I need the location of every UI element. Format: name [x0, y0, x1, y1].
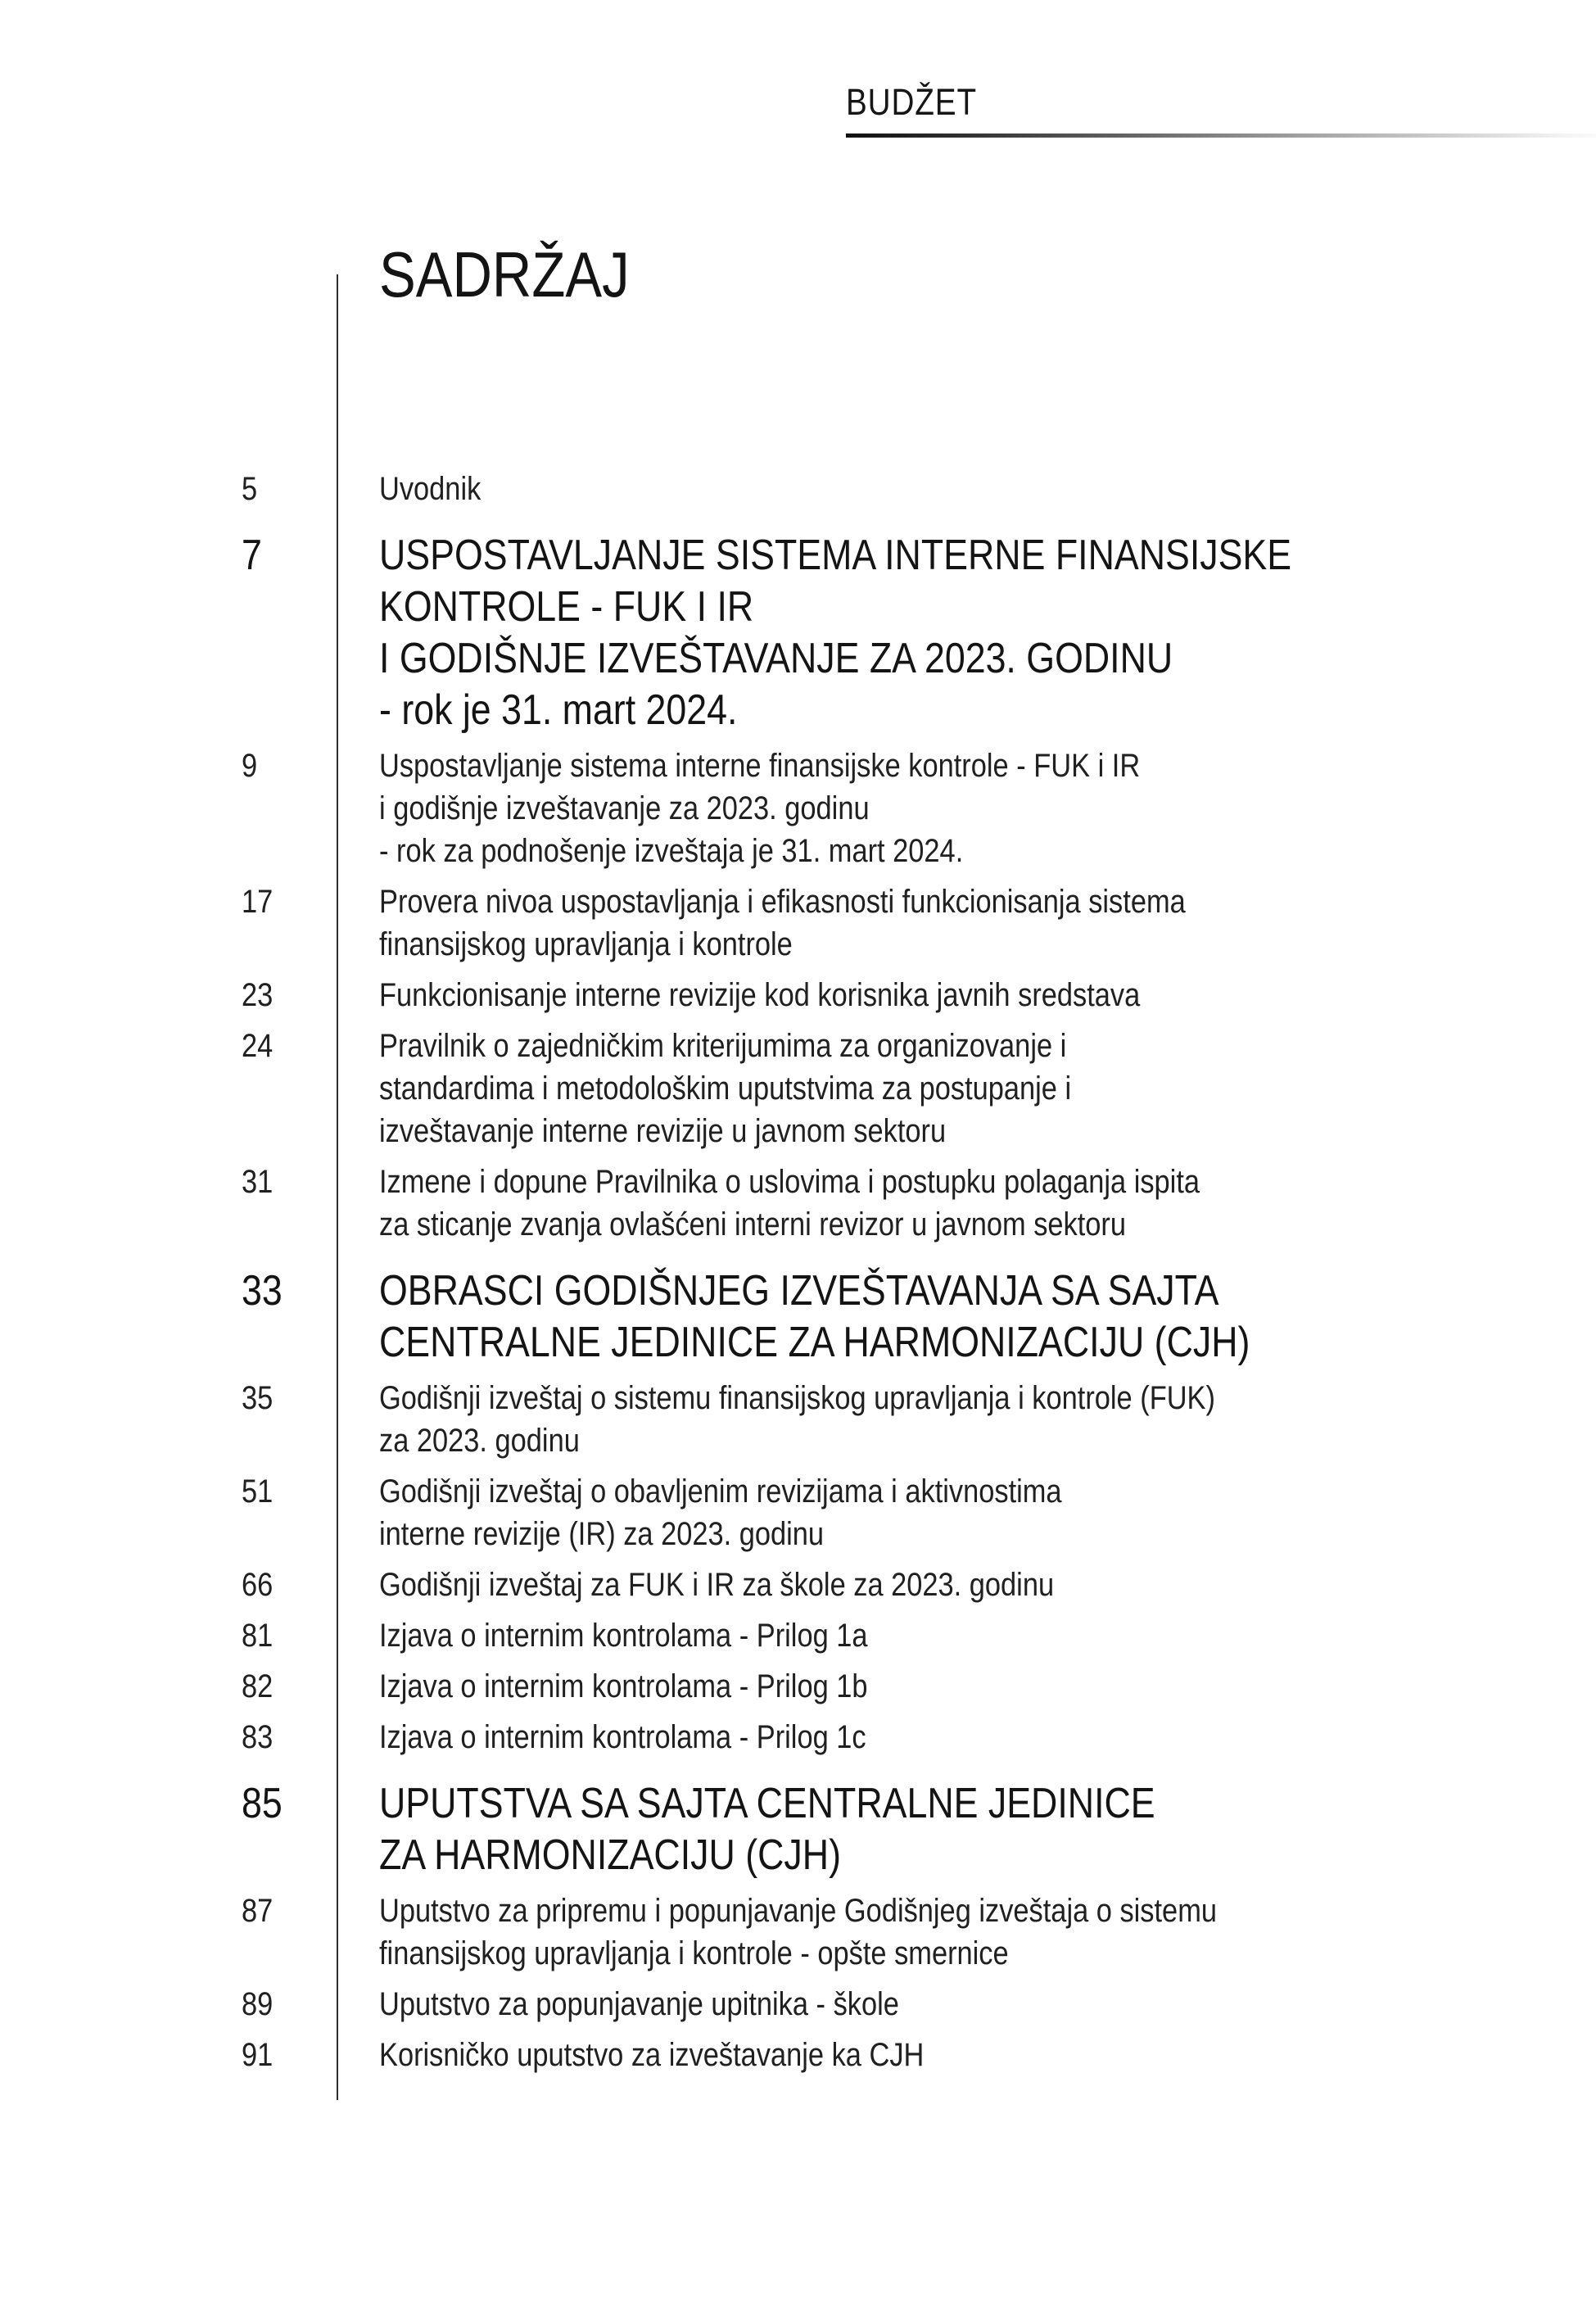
toc-entry-line: Funkcionisanje interne revizije kod korisnika javnih sredstava: [379, 977, 1141, 1013]
toc-entry: [0, 1377, 1596, 1462]
toc-entry-line: za 2023. godinu: [379, 1423, 580, 1459]
toc-entry-title: [379, 1470, 1596, 1555]
toc-entry-title: [379, 1665, 1596, 1708]
toc-entry: [0, 1665, 1596, 1708]
toc-entry-line: Izjava o internim kontrolama - Prilog 1b: [379, 1668, 868, 1704]
toc-entry-line: Godišnji izveštaj o obavljenim revizijama i aktivnostima: [379, 1473, 1062, 1510]
toc-entry-line: finansijskog upravljanja i kontrole - opšte smernice: [379, 1935, 1009, 1971]
toc-entry-line: interne revizije (IR) za 2023. godinu: [379, 1516, 825, 1552]
toc-entry-title: [379, 1564, 1596, 1606]
toc-entry-line: OBRASCI GODIŠNJEG IZVEŠTAVANJA SA SAJTA: [379, 1267, 1219, 1315]
toc-section-entry: [0, 1778, 1596, 1881]
toc-entry-line: Korisničko uputstvo za izveštavanje ka CJH: [379, 2037, 925, 2073]
toc-page-number: 85: [242, 1780, 283, 1827]
toc-entry-line: izveštavanje interne revizije u javnom sektoru: [379, 1113, 947, 1149]
toc-entry-title: [379, 1377, 1596, 1462]
toc-entry-title: [379, 2034, 1596, 2076]
toc-entry: [0, 468, 1596, 510]
toc-entry-title: [379, 1983, 1596, 2026]
toc-section-entry: [0, 530, 1596, 736]
toc-entry-line: USPOSTAVLJANJE SISTEMA INTERNE FINANSIJSKE: [379, 532, 1292, 579]
toc-entry-line: finansijskog upravljanja i kontrole: [379, 926, 793, 962]
toc-entry-line: Uputstvo za pripremu i popunjavanje Godišnjeg izveštaja o sistemu: [379, 1893, 1217, 1929]
toc-entry: [0, 1564, 1596, 1606]
toc-entry: [0, 745, 1596, 872]
toc-entry-line: Izmene i dopune Pravilnika o uslovima i postupku polaganja ispita: [379, 1164, 1200, 1200]
toc-entry-title: [379, 1778, 1596, 1881]
toc-page-number: 91: [242, 2037, 274, 2073]
toc-entry-title: [379, 1614, 1596, 1657]
toc-entry: [0, 1983, 1596, 2026]
toc-entry-line: CENTRALNE JEDINICE ZA HARMONIZACIJU (CJH): [379, 1319, 1250, 1366]
toc-entry-line: Pravilnik o zajedničkim kriterijumima za organizovanje i: [379, 1028, 1067, 1064]
toc-entry-line: Uspostavljanje sistema interne finansijske kontrole - FUK i IR: [379, 748, 1141, 784]
toc-page-number: 23: [242, 977, 274, 1013]
toc-entry-line: Uvodnik: [379, 471, 482, 507]
toc-entry-line: standardima i metodološkim uputstvima za postupanje i: [379, 1070, 1072, 1107]
toc-entry: [0, 1890, 1596, 1975]
toc-entry-line: - rok je 31. mart 2024.: [379, 686, 738, 734]
toc-page-number: 33: [242, 1267, 283, 1315]
toc-entry-title: [379, 745, 1596, 872]
publication-title-text: BUDŽET: [846, 81, 977, 123]
toc-entry-line: Izjava o internim kontrolama - Prilog 1a: [379, 1618, 868, 1654]
toc-page-number: 66: [242, 1567, 274, 1603]
toc-page-number: 82: [242, 1668, 274, 1704]
toc-entry-title: [379, 1265, 1596, 1369]
toc-page-number: 9: [242, 748, 258, 784]
toc-entry-title: [379, 880, 1596, 966]
toc-entry-line: Izjava o internim kontrolama - Prilog 1c: [379, 1719, 866, 1755]
table-of-contents: [0, 468, 1596, 2084]
toc-page-number: 87: [242, 1893, 274, 1929]
header-gradient-rule: [846, 134, 1596, 138]
toc-section-entry: [0, 1265, 1596, 1369]
toc-page-number: 51: [242, 1473, 274, 1510]
toc-entry-title: [379, 530, 1596, 736]
toc-entry-title: [379, 1025, 1596, 1152]
toc-page-number: 5: [242, 471, 258, 507]
publication-title: [846, 81, 998, 123]
toc-entry-line: KONTROLE - FUK I IR: [379, 583, 754, 631]
toc-page-number: 35: [242, 1380, 274, 1416]
toc-entry-line: UPUTSTVA SA SAJTA CENTRALNE JEDINICE: [379, 1780, 1155, 1827]
toc-entry-line: - rok za podnošenje izveštaja je 31. mart 2024.: [379, 833, 964, 869]
toc-entry: [0, 1161, 1596, 1246]
toc-page-number: 31: [242, 1164, 274, 1200]
toc-entry-line: ZA HARMONIZACIJU (CJH): [379, 1831, 841, 1879]
toc-page-number: 7: [242, 532, 262, 579]
toc-entry: [0, 2034, 1596, 2076]
page-title-text: SADRŽAJ: [379, 238, 630, 310]
toc-page-number: 89: [242, 1986, 274, 2022]
toc-entry-line: Provera nivoa uspostavljanja i efikasnosti funkcionisanja sistema: [379, 884, 1186, 920]
toc-entry-line: Uputstvo za popunjavanje upitnika - škole: [379, 1986, 899, 2022]
toc-entry-line: Godišnji izveštaj za FUK i IR za škole za 2023. godinu: [379, 1567, 1055, 1603]
toc-entry: [0, 1470, 1596, 1555]
toc-entry-title: [379, 1716, 1596, 1758]
toc-entry-title: [379, 1161, 1596, 1246]
toc-entry-line: i godišnje izveštavanje za 2023. godinu: [379, 790, 870, 826]
toc-entry-line: I GODIŠNJE IZVEŠTAVANJE ZA 2023. GODINU: [379, 635, 1173, 682]
toc-page-number: 24: [242, 1028, 274, 1064]
toc-page-number: 17: [242, 884, 274, 920]
toc-entry-line: Godišnji izveštaj o sistemu finansijskog upravljanja i kontrole (FUK): [379, 1380, 1215, 1416]
page-title: [379, 238, 670, 310]
toc-entry-title: [379, 974, 1596, 1016]
toc-entry: [0, 880, 1596, 966]
toc-entry-line: za sticanje zvanja ovlašćeni interni revizor u javnom sektoru: [379, 1206, 1127, 1242]
toc-entry: [0, 1025, 1596, 1152]
toc-page-number: 81: [242, 1618, 274, 1654]
toc-entry: [0, 974, 1596, 1016]
toc-entry-title: [379, 1890, 1596, 1975]
toc-page-number: 83: [242, 1719, 274, 1755]
toc-entry: [0, 1716, 1596, 1758]
toc-entry: [0, 1614, 1596, 1657]
toc-entry-title: [379, 468, 1596, 510]
